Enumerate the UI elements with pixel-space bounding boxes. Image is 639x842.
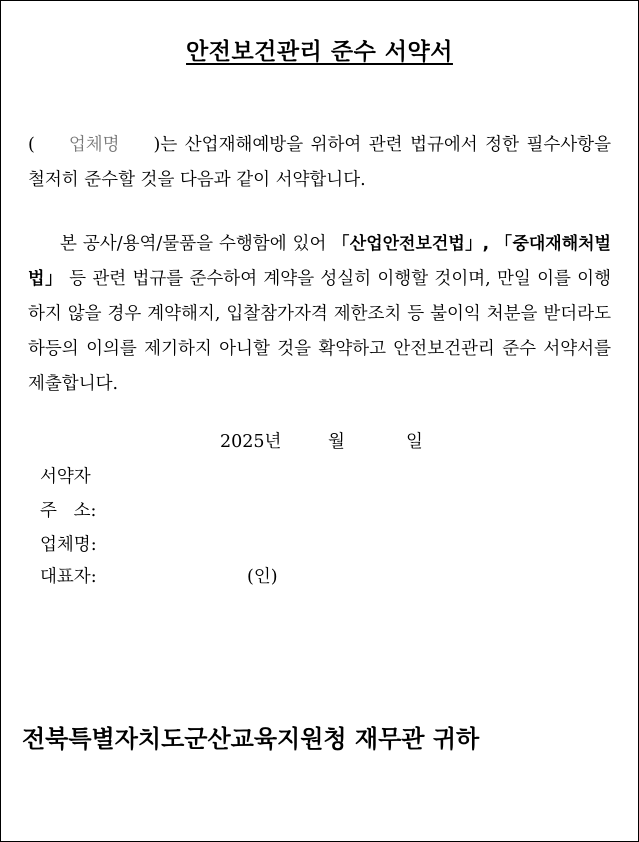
pledge-paragraph-1 [28,128,611,198]
seal-mark: (인) [247,567,278,587]
company-name-placeholder: 업체명 [68,135,120,155]
date-day: 일 [406,432,423,452]
company-label: 업체명: [40,535,97,555]
pledge-text-1: )는 산업재해예방을 위하여 관련 법규에서 정한 필수사항을 철저히 준수할 것을 다음과 같이 서약합니다. [28,135,611,190]
address-label: 주 소: [40,501,97,521]
law-serious-accidents: 「중대재해처벌법」 [28,234,611,289]
date-month: 월 [328,432,345,452]
date-line [220,428,423,453]
date-year: 2025년 [220,432,282,452]
open-paren: ( [28,135,35,155]
signer-label: 서약자 [40,467,91,487]
pledge-text-2: 등 관련 법규를 준수하여 계약을 성실히 이행할 것이며, 만일 이를 이행하지 않을 경우 계약해지, 입찰참가자격 제한조치 등 불이익 처분을 받더라도 하등의 이의를 제기하지 아니할 것을 확약하고 안전보건관리 준수 서약서를 제출합니다. [28,269,611,394]
pledge-paragraph-2 [28,227,611,402]
law-industrial-safety: 「산업안전보건법」, [332,234,490,254]
recipient-line: 전북특별자치도군산교육지원청 재무관 귀하 [22,725,480,753]
representative-label: 대표자: [40,567,97,587]
pledge-intro: 본 공사/용역/물품을 수행함에 있어 [60,234,333,254]
document-title: 안전보건관리 준수 서약서 [186,39,453,65]
